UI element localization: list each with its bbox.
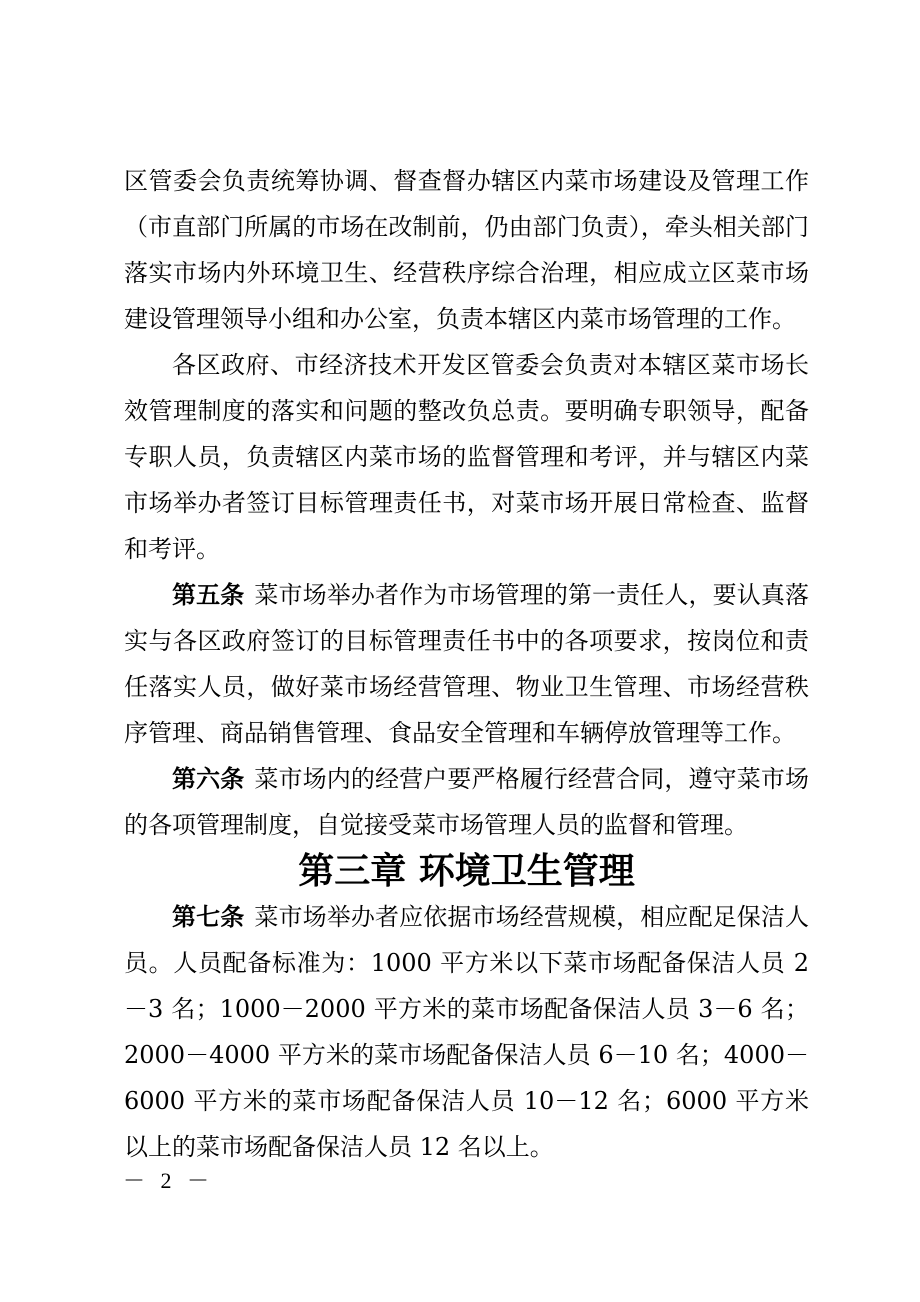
article-7 xyxy=(124,894,809,1170)
paragraph-district-responsibility xyxy=(124,342,809,572)
article-label: 第五条 xyxy=(172,580,245,609)
article-text: 菜市场举办者应依据市场经营规模，相应配足保洁人员。人员配备标准为：1000 平方米以下菜市场配备保洁人员 2－3 名；1000－2000 平方米的菜市场配备保洁人员 3－6 名；2000－4000 平方米的菜市场配备保洁人员 6－10 名；4000－6000 平方米的菜市场配备保洁人员 10－12 名；6000 平方米以上的菜市场配备保洁人员 12 名以上。 xyxy=(124,903,810,1161)
paragraph-district-management xyxy=(124,158,809,342)
page-number: － 2 － xyxy=(123,1168,215,1193)
paragraph-text: 各区政府、市经济技术开发区管委会负责对本辖区菜市场长效管理制度的落实和问题的整改负总责。要明确专职领导，配备专职人员，负责辖区内菜市场的监督管理和考评，并与辖区内菜市场举办者签订目标管理责任书，对菜市场开展日常检查、监督和考评。 xyxy=(124,351,809,563)
chapter-title: 第三章 环境卫生管理 xyxy=(298,850,635,892)
article-label: 第六条 xyxy=(172,764,245,793)
document-body xyxy=(124,158,809,1170)
article-6 xyxy=(124,756,809,848)
paragraph-text: 区管委会负责统筹协调、督查督办辖区内菜市场建设及管理工作（市直部门所属的市场在改制前，仍由部门负责），牵头相关部门落实市场内外环境卫生、经营秩序综合治理，相应成立区菜市场建设管理领导小组和办公室，负责本辖区内菜市场管理的工作。 xyxy=(124,167,809,333)
article-text: 菜市场内的经营户要严格履行经营合同，遵守菜市场的各项管理制度，自觉接受菜市场管理人员的监督和管理。 xyxy=(124,765,810,839)
article-5 xyxy=(124,572,809,756)
article-text: 菜市场举办者作为市场管理的第一责任人，要认真落实与各区政府签订的目标管理责任书中的各项要求，按岗位和责任落实人员，做好菜市场经营管理、物业卫生管理、市场经营秩序管理、商品销售管理、食品安全管理和车辆停放管理等工作。 xyxy=(124,581,810,747)
article-label: 第七条 xyxy=(172,902,245,931)
